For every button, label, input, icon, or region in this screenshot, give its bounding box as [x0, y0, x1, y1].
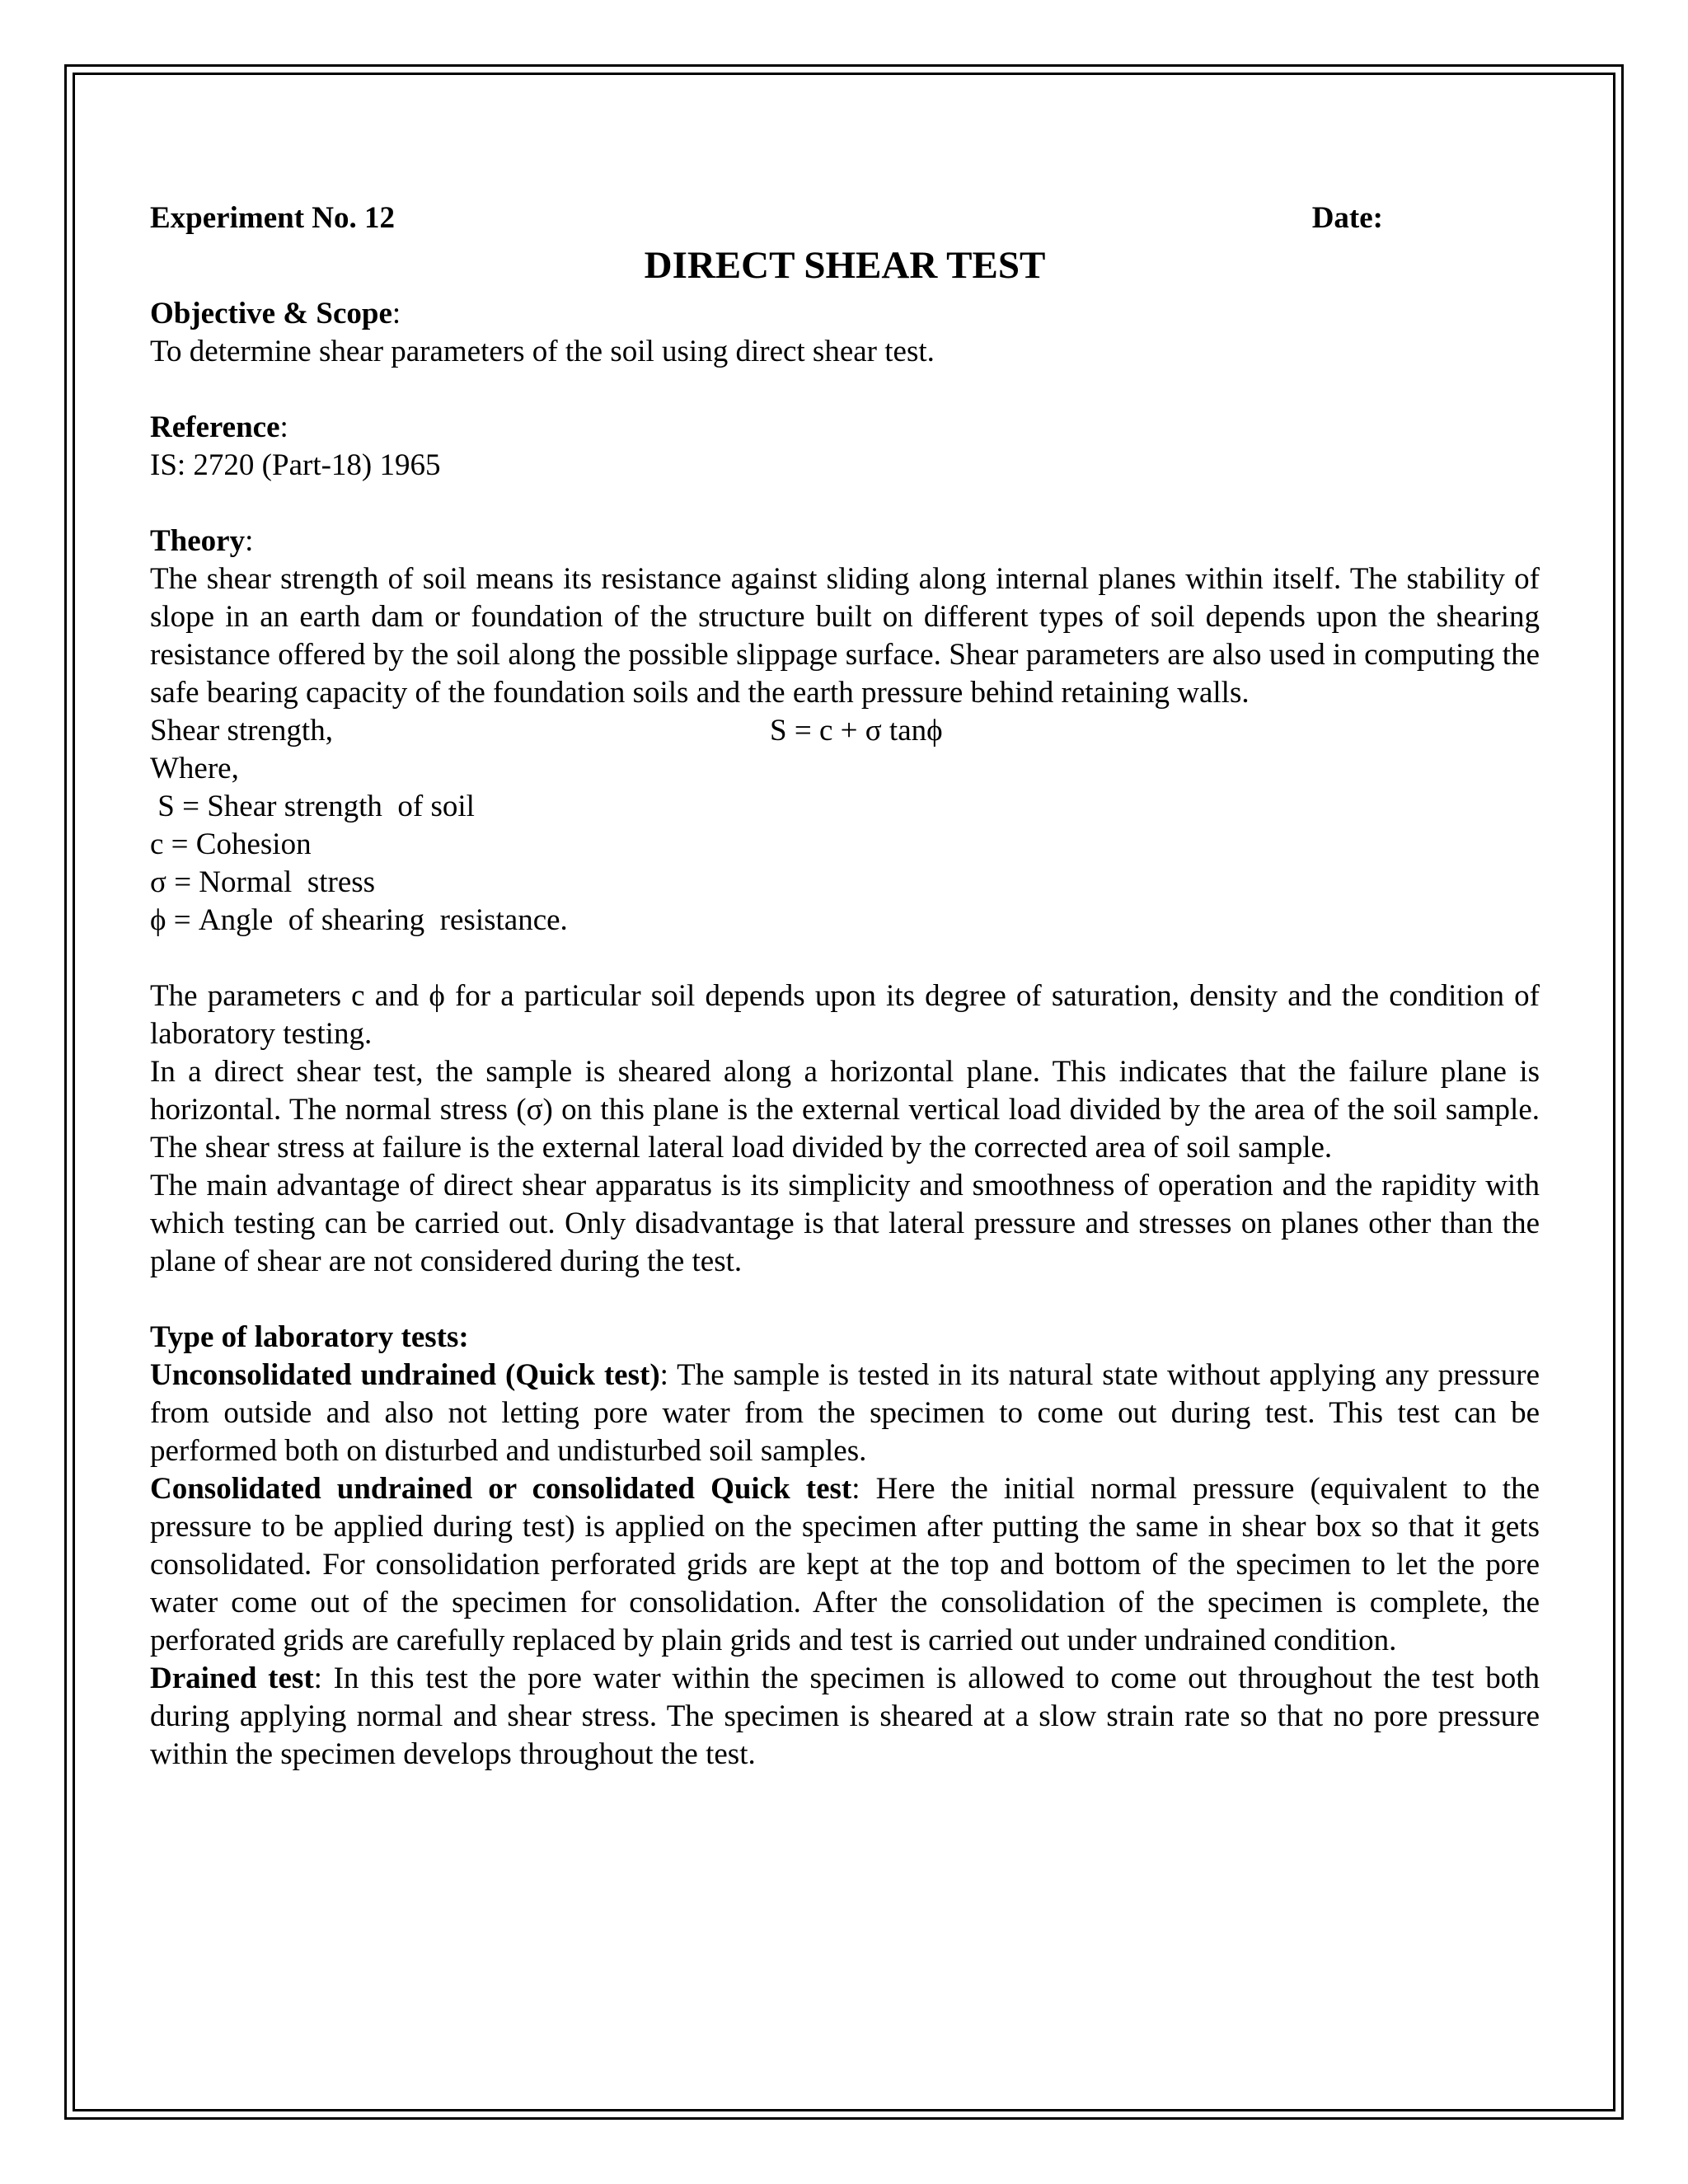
theory-paragraph-3: In a direct shear test, the sample is sheared along a horizontal plane. This indicates that the failure plane is horizontal. The normal stress (σ) on this plane is the external vertical load divided by the area of the soil sample. The shear stress at failure is the external lateral load divided by the corrected area of soil sample. — [150, 1055, 1540, 1165]
definition-c: c = Cohesion — [150, 827, 312, 861]
header-row — [150, 199, 1540, 237]
formula-row — [150, 712, 1540, 750]
test-drained-text: : In this test the pore water within the specimen is allowed to come out throughout the test both during applying normal and shear stress. The specimen is sheared at a slow strain rate so that no pore pressure within the specimen develops throughout the test. — [150, 1661, 1540, 1771]
where-label: Where, — [150, 752, 239, 785]
date-label: Date: — [1311, 201, 1383, 235]
objective-text: To determine shear parameters of the soil using direct shear test. — [150, 335, 935, 368]
test-drained-label: Drained test — [150, 1661, 314, 1695]
tests-heading: Type of laboratory tests: — [150, 1320, 469, 1354]
objective-heading-colon: : — [392, 297, 401, 330]
reference-heading — [150, 409, 1540, 447]
shear-strength-formula: S = c + σ tanϕ — [770, 714, 943, 748]
test-cu — [150, 1470, 1540, 1660]
experiment-number: Experiment No. 12 — [150, 201, 395, 235]
document-title: DIRECT SHEAR TEST — [644, 244, 1046, 287]
reference-heading-text: Reference — [150, 410, 280, 444]
test-cu-text: : Here the initial normal pressure (equivalent to the pressure to be applied during test) is applied on the specimen after putting the same in shear box so that it gets consolidated. For consolidation perforated grids are kept at the top and bottom of the specimen to let the pore water come out of the specimen for consolidation. After the consolidation of the specimen is complete, the perforated grids are carefully replaced by plain grids and test is carried out under undrained condition. — [150, 1472, 1540, 1657]
test-uu — [150, 1357, 1540, 1470]
definition-sigma: σ = Normal stress — [150, 865, 376, 899]
formula-label: Shear strength, — [150, 714, 333, 748]
objective-heading — [150, 295, 1540, 333]
theory-paragraph-1: The shear strength of soil means its resistance against sliding along internal planes within itself. The stability of slope in an earth dam or foundation of the structure built on different types of soil depends upon the shearing resistance offered by the soil along the possible slippage surface. Shear parameters are also used in computing the safe bearing capacity of the foundation soils and the earth pressure behind retaining walls. — [150, 562, 1540, 710]
document-body — [150, 199, 1540, 1774]
test-cu-label: Consolidated undrained or consolidated Quick test — [150, 1472, 852, 1506]
test-drained — [150, 1660, 1540, 1774]
definition-s: S = Shear strength of soil — [150, 790, 475, 823]
theory-heading-colon: : — [245, 524, 254, 558]
test-uu-label: Unconsolidated undrained (Quick test) — [150, 1358, 660, 1392]
theory-heading — [150, 523, 1540, 560]
theory-heading-text: Theory — [150, 524, 246, 558]
objective-heading-text: Objective & Scope — [150, 297, 392, 330]
theory-paragraph-4: The main advantage of direct shear apparatus is its simplicity and smoothness of operation and the rapidity with which testing can be carried out. Only disadvantage is that lateral pressure and stresses on planes other than the plane of shear are not considered during the test. — [150, 1169, 1540, 1278]
reference-heading-colon: : — [279, 410, 288, 444]
reference-text: IS: 2720 (Part-18) 1965 — [150, 448, 441, 482]
theory-paragraph-2: The parameters c and ϕ for a particular soil depends upon its degree of saturation, density and the condition of laboratory testing. — [150, 979, 1540, 1051]
definition-phi: ϕ = Angle of shearing resistance. — [150, 903, 568, 937]
test-uu-text: : The sample is tested in its natural state without applying any pressure from outside and also not letting pore water from the specimen to come out during test. This test can be performed both on disturbed and undisturbed soil samples. — [150, 1358, 1540, 1468]
